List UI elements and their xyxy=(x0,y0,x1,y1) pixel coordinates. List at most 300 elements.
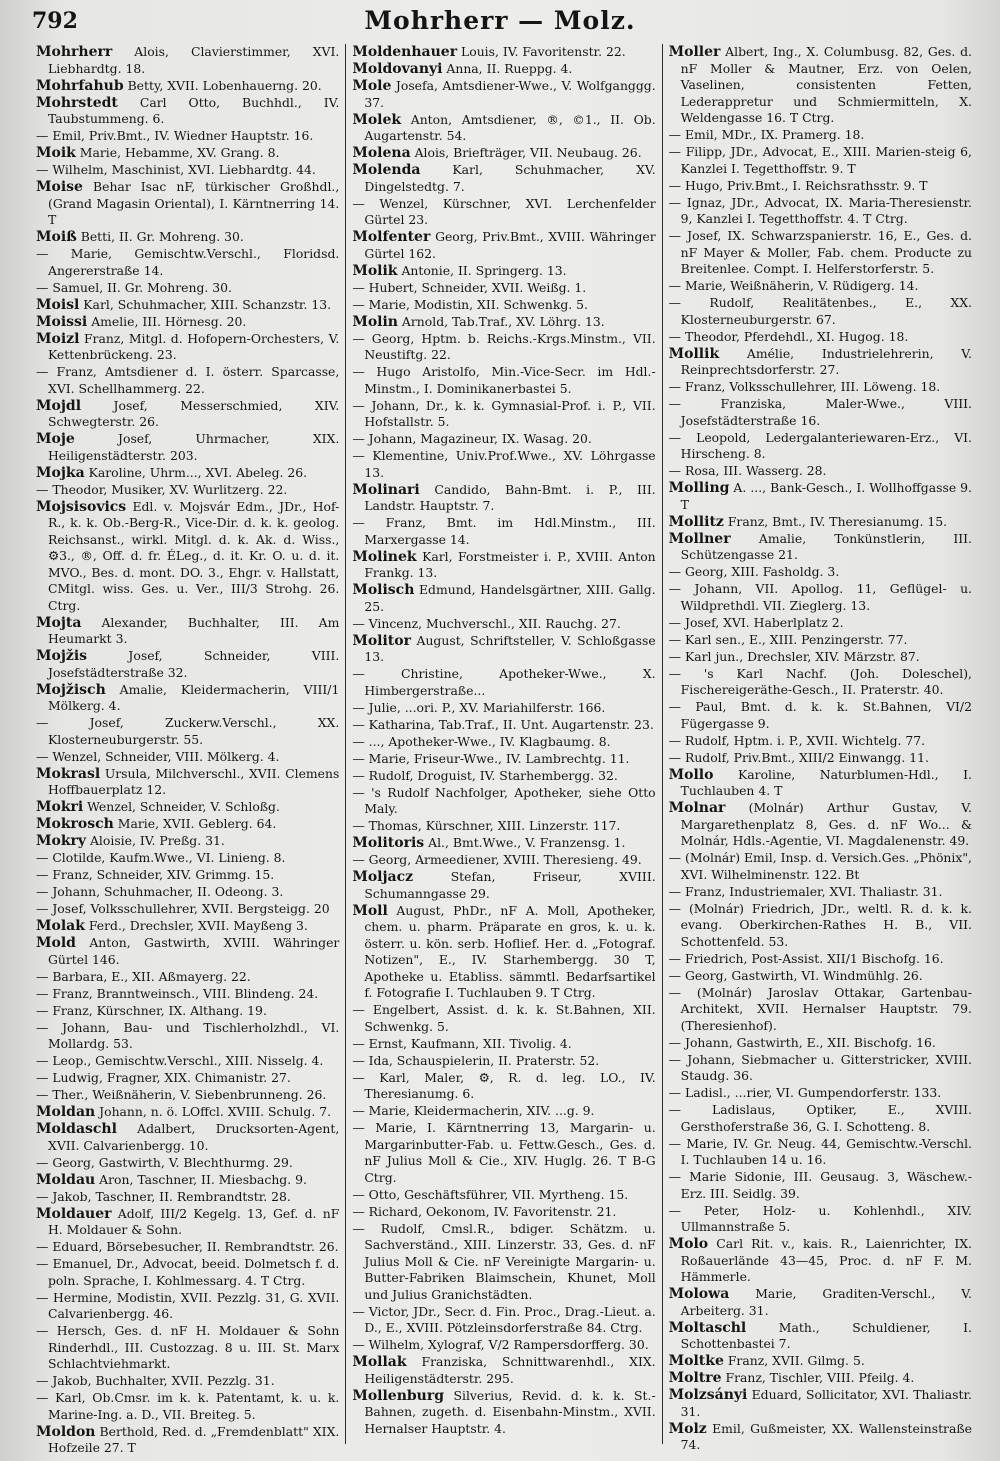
entry-surname: Moldenhauer xyxy=(352,44,458,60)
directory-entry xyxy=(669,1203,972,1236)
directory-entry xyxy=(352,1187,655,1204)
directory-entry xyxy=(36,246,339,279)
directory-entry xyxy=(669,1286,972,1319)
entry-details: — Johann, Bau- und Tischlerholzhdl., VI. Mollardg. 53. xyxy=(36,1019,340,1051)
entry-surname: Mohrstedt xyxy=(36,94,118,111)
entry-surname: Molitor xyxy=(352,632,411,649)
entry-details: Louis, IV. Favoritenstr. 22. xyxy=(457,44,626,59)
directory-entry xyxy=(352,112,655,145)
entry-details: — Leop., Gemischtw.Verschl., XIII. Nisselg. 4. xyxy=(36,1053,324,1068)
directory-entry xyxy=(36,314,339,331)
entry-details: Ferd., Drechsler, XVII. Mayßeng 3. xyxy=(84,918,308,933)
entry-surname: Molnar xyxy=(668,800,726,816)
entry-details: — Ida, Schauspielerin, II. Praterstr. 52. xyxy=(352,1052,600,1068)
entry-details: Math., Schuldiener, I. Schottenbastei 7. xyxy=(680,1319,972,1351)
directory-entry xyxy=(669,430,972,463)
directory-entry xyxy=(36,44,339,77)
entry-details: Josef, Uhrmacher, XIX. Heiligenstädterstr. 203. xyxy=(48,431,340,463)
entry-details: Georg, Priv.Bmt., XVIII. Währinger Gürtel 162. xyxy=(364,229,656,261)
entry-surname: Mohrherr xyxy=(36,44,113,60)
entry-details: — Karl jun., Drechsler, XIV. Märzstr. 87. xyxy=(668,648,920,664)
directory-entry xyxy=(352,331,655,364)
entry-details: Arnold, Tab.Traf., XV. Löhrg. 13. xyxy=(397,313,605,329)
directory-entry xyxy=(352,835,655,852)
directory-entry xyxy=(669,1102,972,1135)
entry-details: — Richard, Oekonom, IV. Favoritenstr. 21. xyxy=(352,1203,617,1219)
entry-details: Franz, Tischler, VIII. Pfeilg. 4. xyxy=(721,1370,915,1385)
entry-details: — Franz, Bmt. im Hdl.Minstm., III. Marxergasse 14. xyxy=(352,515,656,547)
directory-entry xyxy=(36,833,339,850)
directory-entry xyxy=(36,1189,339,1206)
directory-entry xyxy=(36,766,339,799)
directory-entry xyxy=(36,867,339,884)
directory-entry xyxy=(36,1323,339,1373)
directory-entry xyxy=(669,531,972,564)
entry-surname: Moldon xyxy=(36,1423,96,1440)
entry-details: — Marie, Kleidermacherin, XIV. ...g. 9. xyxy=(352,1103,595,1118)
directory-entry xyxy=(36,1239,339,1256)
entry-details: — Emil, MDr., IX. Pramerg. 18. xyxy=(668,127,865,142)
entry-details: — Marie, Friseur-Wwe., IV. Lambrechtg. 11. xyxy=(352,750,630,766)
entry-details: — Hugo Aristolfo, Min.-Vice-Secr. im Hdl.-Minstm., I. Dominikanerbastei 5. xyxy=(352,364,656,396)
directory-entry xyxy=(36,280,339,297)
directory-entry xyxy=(669,396,972,429)
entry-details: Amelie, III. Hörnesg. 20. xyxy=(87,313,247,329)
entry-surname: Molowa xyxy=(668,1286,730,1302)
directory-entry xyxy=(352,549,655,582)
entry-details: Marie, Graditen-Verschl., V. Arbeiterg. 31. xyxy=(680,1286,972,1318)
entry-details: Franziska, Schnittwarenhdl., XIX. Heiligenstädterstr. 295. xyxy=(364,1354,656,1386)
entry-details: A. ..., Bank-Gesch., I. Wollhoffgasse 9. T xyxy=(680,480,972,512)
directory-entry xyxy=(36,1070,339,1087)
directory-entry xyxy=(669,1421,972,1454)
directory-entry xyxy=(36,850,339,867)
directory-entry xyxy=(352,751,655,768)
directory-entry xyxy=(669,733,972,750)
directory-entry xyxy=(352,1103,655,1120)
directory-entry xyxy=(36,297,339,314)
directory-entry xyxy=(669,1353,972,1370)
entry-details: — Josef, Zuckerw.Verschl., XX. Klosterneuburgerstr. 55. xyxy=(36,715,340,747)
entry-details: — Christine, Apotheker-Wwe., X. Himbergerstraße... xyxy=(352,666,656,698)
entry-surname: Molin xyxy=(352,313,398,330)
entry-details: — Emanuel, Dr., Advocat, beeid. Dolmetsch f. d. poln. Sprache, I. Kohlmessarg. 4. T Ctrg. xyxy=(36,1256,340,1288)
entry-details: — Karl, Maler, ⚙, R. d. leg. LO., IV. Theresianumg. 6. xyxy=(352,1069,656,1101)
entry-details: Carl Otto, Buchhdl., IV. Taubstummeng. 6. xyxy=(48,94,340,126)
entry-surname: Mohrfahub xyxy=(36,77,124,94)
directory-entry xyxy=(352,398,655,431)
directory-entry xyxy=(669,968,972,985)
directory-entry xyxy=(352,1204,655,1221)
entry-details: — Franz, Branntweinsch., VIII. Blindeng. 24. xyxy=(36,985,319,1001)
page-number: 792 xyxy=(32,8,78,34)
entry-details: — Johann, Dr., k. k. Gymnasial-Prof. i. P., VII. Hofstallstr. 5. xyxy=(352,397,656,429)
entry-surname: Molo xyxy=(668,1236,709,1252)
entry-details: — Emil, Priv.Bmt., IV. Wiedner Hauptstr. 16. xyxy=(36,128,314,143)
directory-entry xyxy=(352,162,655,195)
entry-details: Anton, Amtsdiener, ®, ©1., II. Ob. Augartenstr. 54. xyxy=(364,111,656,143)
entry-details: Karoline, Naturblumen-Hdl., I. Tuchlauben 4. T xyxy=(680,766,972,798)
entry-surname: Mollner xyxy=(668,530,731,547)
entry-surname: Molinek xyxy=(352,548,417,565)
entry-details: — Ladislaus, Optiker, E., XVIII. Gersthoferstraße 36, G. I. Schotteng. 8. xyxy=(668,1102,972,1134)
directory-entry xyxy=(669,195,972,228)
entry-details: Alexander, Buchhalter, III. Am Heumarkt 3. xyxy=(48,614,340,646)
entry-surname: Molena xyxy=(352,145,411,161)
directory-entry xyxy=(669,1035,972,1052)
column-left xyxy=(30,44,345,1455)
directory-entry xyxy=(36,482,339,499)
directory-entry xyxy=(669,649,972,666)
entry-details: — Johann, Magazineur, IX. Wasag. 20. xyxy=(352,431,592,446)
directory-entry xyxy=(669,581,972,614)
entry-details: Edmund, Handelsgärtner, XIII. Gallg. 25. xyxy=(364,582,656,614)
entry-details: Karoline, Uhrm..., XVI. Abeleg. 26. xyxy=(84,464,308,480)
directory-entry xyxy=(669,951,972,968)
entry-details: Al., Bmt.Wwe., V. Franzensg. 1. xyxy=(424,835,626,850)
directory-entry xyxy=(669,178,972,195)
directory-entry xyxy=(36,1424,339,1457)
entry-surname: Moller xyxy=(668,44,721,60)
directory-entry xyxy=(352,768,655,785)
entry-surname: Moldauer xyxy=(36,1205,112,1222)
entry-surname: Molik xyxy=(352,262,398,279)
directory-entry xyxy=(36,398,339,431)
directory-entry xyxy=(36,331,339,364)
entry-details: Adolf, III/2 Kegelg. 13, Gef. d. nF H. Moldauer & Sohn. xyxy=(48,1205,340,1237)
entry-details: Josefa, Amtsdiener-Wwe., V. Wolfganggg. 37. xyxy=(364,78,656,110)
entry-details: — (Molnár) Jaroslav Ottakar, Gartenbau-Architekt, XVII. Hernalser Hauptstr. 79. (Theresienhof). xyxy=(668,984,972,1033)
directory-entry xyxy=(669,295,972,328)
entry-surname: Mollik xyxy=(668,345,720,362)
entry-details: Amélie, Industrielehrerin, V. Reinprechtsdorferstr. 27. xyxy=(680,345,972,377)
directory-entry xyxy=(352,700,655,717)
entry-details: — Samuel, II. Gr. Mohreng. 30. xyxy=(36,279,232,295)
entry-surname: Mojdl xyxy=(36,397,82,414)
entry-details: Anna, II. Rueppg. 4. xyxy=(442,61,573,76)
directory-entry xyxy=(36,179,339,229)
entry-details: — Hugo, Priv.Bmt., I. Reichsrathsstr. 9. T xyxy=(668,177,928,193)
directory-entry xyxy=(36,816,339,833)
entry-surname: Molzsányi xyxy=(668,1387,748,1403)
entry-details: — Georg, Hptm. b. Reichs.-Krgs.Minstm., VII. Neustiftg. 22. xyxy=(352,330,656,362)
entry-surname: Moll xyxy=(352,902,388,919)
entry-surname: Mollak xyxy=(352,1354,407,1370)
entry-details: — Rudolf, Droguist, IV. Starhembergg. 32. xyxy=(352,767,618,783)
entry-details: — Thomas, Kürschner, XIII. Linzerstr. 117. xyxy=(352,818,621,833)
entry-surname: Mokri xyxy=(36,799,84,815)
directory-entry xyxy=(352,229,655,262)
directory-entry xyxy=(669,767,972,800)
entry-details: — Otto, Geschäftsführer, VII. Myrtheng. 15. xyxy=(352,1186,629,1202)
entry-details: Marie, Hebamme, XV. Grang. 8. xyxy=(75,145,280,160)
entry-surname: Molisch xyxy=(352,582,415,598)
directory-entry xyxy=(36,1087,339,1104)
entry-details: Aron, Taschner, II. Miesbachg. 9. xyxy=(95,1171,307,1187)
entry-details: — Theodor, Musiker, XV. Wurlitzerg. 22. xyxy=(36,481,288,497)
entry-details: Alois, Clavierstimmer, XVI. Liebhardtg. 18. xyxy=(48,44,340,76)
directory-entry xyxy=(36,78,339,95)
directory-entry xyxy=(36,682,339,715)
entry-details: — Klementine, Univ.Prof.Wwe., XV. Löhrgasse 13. xyxy=(352,448,656,480)
entry-details: — Hermine, Modistin, XVII. Pezzlg. 31, G. XVII. Calvarienbergg. 46. xyxy=(36,1289,340,1321)
entry-details: — Friedrich, Post-Assist. XII/1 Bischofg. 16. xyxy=(668,950,944,966)
directory-entry xyxy=(669,1136,972,1169)
directory-entry xyxy=(352,196,655,229)
entry-details: Marie, XVII. Geblerg. 64. xyxy=(113,816,277,831)
entry-details: — Georg, Gastwirth, VI. Windmühlg. 26. xyxy=(668,967,923,983)
directory-entry xyxy=(36,1104,339,1121)
entry-details: — Ludwig, Fragner, XIX. Chimanistr. 27. xyxy=(36,1070,291,1085)
entry-details: — Ther., Weißnäherin, V. Siebenbrunneng. 26. xyxy=(36,1087,327,1102)
directory-entry xyxy=(36,229,339,246)
entry-details: — Paul, Bmt. d. k. k. St.Bahnen, VI/2 Fügergasse 9. xyxy=(668,699,972,731)
directory-entry xyxy=(669,666,972,699)
directory-entry xyxy=(352,280,655,297)
entry-details: — Franz, Kürschner, IX. Althang. 19. xyxy=(36,1002,267,1018)
entry-details: — (Molnár) Emil, Insp. d. Versich.Ges. „Phönix", XVI. Wilhelminenstr. 122. Bt xyxy=(668,850,972,882)
entry-details: — Johann, Schuhmacher, II. Odeong. 3. xyxy=(36,884,284,899)
directory-entry xyxy=(36,431,339,464)
entry-surname: Mojsisovics xyxy=(36,498,127,515)
directory-entry xyxy=(669,278,972,295)
directory-entry xyxy=(352,717,655,734)
entry-details: — Franz, Volksschullehrer, III. Löweng. 18. xyxy=(668,379,941,394)
directory-entry xyxy=(352,482,655,515)
directory-entry xyxy=(352,734,655,751)
page-header xyxy=(0,0,1000,40)
entry-details: Silverius, Revid. d. k. k. St.-Bahnen, zugeth. d. Eisenbahn-Minstm., XVII. Hernalser Hauptstr. 4. xyxy=(364,1387,656,1436)
directory-entry xyxy=(669,800,972,850)
entry-surname: Moljacz xyxy=(352,869,414,885)
directory-entry xyxy=(352,582,655,615)
entry-details: Franz, XVII. Gilmg. 5. xyxy=(723,1353,865,1368)
directory-entry xyxy=(669,346,972,379)
entry-details: Betti, II. Gr. Mohreng. 30. xyxy=(76,229,244,244)
entry-details: — Peter, Holz- u. Kohlenhdl., XIV. Ullmannstraße 5. xyxy=(668,1202,972,1234)
directory-entry xyxy=(36,1373,339,1390)
entry-details: — Georg, Armeediener, XVIII. Theresieng. 49. xyxy=(352,852,642,867)
entry-details: — Rudolf, Priv.Bmt., XIII/2 Einwangg. 11. xyxy=(668,749,929,765)
entry-surname: Molling xyxy=(668,480,730,496)
entry-details: — Georg, Gastwirth, V. Blechthurmg. 29. xyxy=(36,1154,293,1170)
directory-entry xyxy=(352,364,655,397)
directory-entry xyxy=(36,1290,339,1323)
entry-surname: Mojžis xyxy=(36,648,88,664)
directory-entry xyxy=(669,884,972,901)
directory-entry xyxy=(352,1304,655,1337)
entry-details: — Josef, Volksschullehrer, XVII. Bergsteigg. 20 xyxy=(36,901,330,916)
directory-entry xyxy=(36,1390,339,1423)
directory-entry xyxy=(669,127,972,144)
entry-details: Franz, Bmt., IV. Theresianumg. 15. xyxy=(723,513,948,529)
directory-entry xyxy=(36,128,339,145)
directory-entry xyxy=(669,564,972,581)
entry-details: Behar Isac nF, türkischer Großhdl., (Grand Magasin Oriental), I. Kärntnerring 14. T xyxy=(48,179,340,227)
entry-details: Carl Rit. v., kais. R., Laienrichter, IX. Roßauerlände 43—45, Proc. d. nF F. M. Hämmerle. xyxy=(680,1236,972,1284)
directory-entry xyxy=(669,1085,972,1102)
entry-details: — Wilhelm, Xylograf, V/2 Rampersdorfferg. 30. xyxy=(352,1337,649,1352)
entry-details: — Engelbert, Assist. d. k. k. St.Bahnen, XII. Schwenkg. 5. xyxy=(352,1002,656,1034)
directory-entry xyxy=(669,699,972,732)
entry-details: — Karl sen., E., XIII. Penzingerstr. 77. xyxy=(668,631,908,647)
directory-entry xyxy=(36,364,339,397)
directory-entry xyxy=(352,1388,655,1438)
entry-details: Edl. v. Mojsvár Edm., JDr., Hof-R., k. k. Ob.-Berg-R., Vice-Dir. d. k. k. geolog. Reichsanst., wirkl. Mitgl. d. k. Ak. d. Wiss., ⚙3., ®, Off. d. fr. ÉLeg., d. it. Kr. O. u. d. it. MVO., Bes. d. mont. DO. 3., Ehgr. v. Hallstatt, CMitgl. wiss. Ges. u. Ver., III/3 Strohg. 26. Ctrg. xyxy=(48,498,340,613)
running-head: Mohrherr — Molz. xyxy=(364,6,636,35)
directory-entry xyxy=(669,144,972,177)
directory-entry xyxy=(36,465,339,482)
column-middle xyxy=(345,44,661,1444)
entry-details: — Katharina, Tab.Traf., II. Unt. Augartenstr. 23. xyxy=(352,716,654,732)
directory-entry xyxy=(669,329,972,346)
entry-details: — Rosa, III. Wasserg. 28. xyxy=(668,463,827,478)
entry-surname: Moldovanyi xyxy=(352,61,443,77)
column-right xyxy=(662,44,978,1452)
directory-entry xyxy=(36,969,339,986)
directory-entry xyxy=(352,633,655,666)
entry-details: Emil, Gußmeister, XX. Wallensteinstraße 74. xyxy=(680,1420,972,1452)
entry-details: — Rudolf, Realitätenbes., E., XX. Klosterneuburgerstr. 67. xyxy=(668,295,972,327)
entry-details: — Marie, IV. Gr. Neug. 44, Gemischtw.-Verschl. I. Tuchlauben 14 u. 16. xyxy=(668,1135,972,1167)
entry-details: — Ernst, Kaufmann, XII. Tivolig. 4. xyxy=(352,1035,572,1051)
directory-entry xyxy=(36,749,339,766)
entry-surname: Mollenburg xyxy=(352,1387,445,1404)
entry-surname: Moise xyxy=(36,179,83,195)
entry-details: — Hubert, Schneider, XVII. Weißg. 1. xyxy=(352,279,587,295)
entry-surname: Mojka xyxy=(36,464,85,481)
entry-details: Eduard, Sollicitator, XVI. Thaliastr. 31. xyxy=(680,1387,972,1419)
entry-surname: Mokry xyxy=(36,833,87,849)
entry-details: — Franziska, Maler-Wwe., VIII. Josefstädterstraße 16. xyxy=(668,396,972,428)
entry-details: — Franz, Amtsdiener d. I. österr. Sparcasse, XVI. Schellhammerg. 22. xyxy=(36,364,340,396)
directory-entry xyxy=(352,1221,655,1304)
entry-details: — Georg, XIII. Fasholdg. 3. xyxy=(668,564,840,579)
entry-surname: Moltre xyxy=(668,1370,722,1386)
entry-details: Adalbert, Drucksorten-Agent, XVII. Calvarienbergg. 10. xyxy=(48,1121,340,1153)
entry-details: — Vincenz, Muchverschl., XII. Rauchg. 27. xyxy=(352,615,621,631)
entry-details: August, Schriftsteller, V. Schloßgasse 13. xyxy=(364,632,656,664)
entry-details: (Molnár) Arthur Gustav, V. Margarethenplatz 8, Ges. d. nF Wo... & Molnár, Hdls.-Agentie, VI. Magdalenenstr. 49. xyxy=(680,800,972,848)
entry-surname: Molz xyxy=(668,1420,707,1437)
directory-entry xyxy=(669,1052,972,1085)
directory-entry xyxy=(669,985,972,1035)
directory-entry xyxy=(36,1020,339,1053)
entry-details: Antonie, II. Springerg. 13. xyxy=(397,262,567,278)
entry-details: Albert, Ing., X. Columbusg. 82, Ges. d. nF Moller & Mautner, Erz. von Oelen, Vaselinen, consistenten Fetten, Lederappretur und Schmiermitteln, X. Weldengasse 16. T Ctrg. xyxy=(680,44,972,125)
entry-surname: Molfenter xyxy=(352,229,431,245)
entry-details: — Victor, JDr., Secr. d. Fin. Proc., Drag.-Lieut. a. D., E., XVIII. Pötzleinsdorferstraße 84. Ctrg. xyxy=(352,1303,656,1335)
entry-details: Candido, Bahn-Bmt. i. P., III. Landstr. Hauptstr. 7. xyxy=(364,481,656,513)
entry-details: — Jakob, Buchhalter, XVII. Pezzlg. 31. xyxy=(36,1373,275,1388)
entry-details: — Julie, ...ori. P., XV. Mariahilferstr. 166. xyxy=(352,699,606,715)
entry-surname: Moltaschl xyxy=(668,1319,747,1336)
directory-entry xyxy=(352,869,655,902)
entry-details: — Marie, I. Kärntnerring 13, Margarin- u. Margarinbutter-Fab. u. Fettw.Gesch., Ges. d. nF Julius Moll & Cie., XIV. Huglg. 26. T B-G Ctrg. xyxy=(352,1120,656,1185)
entry-details: — Wilhelm, Maschinist, XVI. Liebhardtg. 44. xyxy=(36,162,316,177)
entry-details: — Rudolf, Cmsl.R., bdiger. Schätzm. u. Sachverständ., XIII. Linzerstr. 33, Ges. d. nF Julius Moll & Cie. nF Vereinigte Margarin- u. Butter-Fabriken Blaimschein, Khunet, Moll und Julius Granichstädten. xyxy=(352,1220,656,1302)
directory-entry xyxy=(36,1206,339,1239)
entry-details: — Franz, Schneider, XIV. Grimmg. 15. xyxy=(36,867,275,882)
entry-details: Berthold, Red. d. „Fremdenblatt" XIX. Hofzeile 27. T xyxy=(48,1423,340,1455)
directory-entry xyxy=(36,799,339,816)
entry-details: — Marie Sidonie, III. Geusaug. 3, Wäschew.-Erz. III. Seidlg. 39. xyxy=(668,1169,972,1201)
directory-entry xyxy=(352,852,655,869)
entry-details: Wenzel, Schneider, V. Schloßg. xyxy=(83,799,280,814)
entry-surname: Moldan xyxy=(36,1104,96,1120)
entry-surname: Molak xyxy=(36,918,85,934)
directory-entry xyxy=(36,1053,339,1070)
directory-entry xyxy=(36,884,339,901)
entry-details: Amalie, Kleidermacherin, VIII/1 Mölkerg. 4. xyxy=(48,681,340,713)
directory-entry xyxy=(352,44,655,61)
entry-details: Karl, Schuhmacher, XV. Dingelstedtg. 7. xyxy=(364,162,656,194)
entry-details: — Hersch, Ges. d. nF H. Moldauer & Sohn Rinderhdl., III. Custozzag. 8 u. III. St. Marx Schlachtviehmarkt. xyxy=(36,1323,340,1371)
entry-details: — Clotilde, Kaufm.Wwe., VI. Linieng. 8. xyxy=(36,850,286,865)
directory-entry xyxy=(352,818,655,835)
directory-entry xyxy=(669,228,972,278)
entry-details: Anton, Gastwirth, XVIII. Währinger Gürtel 146. xyxy=(48,935,340,967)
entry-details: Franz, Mitgl. d. Hofopern-Orchesters, V. Kettenbrückeng. 23. xyxy=(48,330,340,362)
entry-details: — Wenzel, Kürschner, XVI. Lerchenfelder Gürtel 23. xyxy=(352,195,656,227)
entry-details: Alois, Briefträger, VII. Neubaug. 26. xyxy=(410,145,642,160)
entry-surname: Moldaschl xyxy=(36,1121,117,1137)
directory-entry xyxy=(352,1120,655,1186)
directory-entry xyxy=(36,1155,339,1172)
directory-entry xyxy=(36,615,339,648)
directory-entry xyxy=(36,145,339,162)
directory-entry xyxy=(669,44,972,127)
directory-entry xyxy=(36,986,339,1003)
entry-surname: Mojžisch xyxy=(36,681,106,698)
entry-surname: Mollitz xyxy=(668,513,724,530)
entry-details: — (Molnár) Friedrich, JDr., weltl. R. d. k. k. evang. Oberkirchen-Rathes H. B., VII. Schottenfeld. 53. xyxy=(668,900,972,949)
entry-surname: Molitoris xyxy=(352,835,425,851)
directory-entry xyxy=(352,666,655,699)
entry-details: Josef, Messerschmied, XIV. Schwegterstr. 26. xyxy=(48,397,340,429)
directory-entry xyxy=(36,715,339,748)
directory-entry xyxy=(36,1121,339,1154)
entry-details: — ..., Apotheker-Wwe., IV. Klagbaumg. 8. xyxy=(352,733,611,749)
entry-details: — Ignaz, JDr., Advocat, IX. Maria-Theresienstr. 9, Kanzlei I. Tegetthoffstr. 4. T Ctrg. xyxy=(668,194,972,226)
entry-details: — Josef, IX. Schwarzspanierstr. 16, E., Ges. d. nF Mayer & Moller, Fab. chem. Producte zu Breitenlee. Compt. I. Helferstorferstr. 5. xyxy=(668,228,972,276)
entry-surname: Mojta xyxy=(36,614,82,631)
directory-entry xyxy=(36,162,339,179)
directory-entry xyxy=(352,1053,655,1070)
entry-details: August, PhDr., nF A. Moll, Apotheker, chem. u. pharm. Präparate en gros, k. u. k. österr. u. kön. serb. Hoflief. Her. d. „Fotograf. Notizen", E., IV. Starhembergg. 30 T, Apotheke u. Etabliss. sämmtl. Bedarfsartikel f. Fotografie I. Tuchlauben 9. T Ctrg. xyxy=(364,902,656,1000)
directory-entry xyxy=(352,1070,655,1103)
directory-entry xyxy=(352,1354,655,1387)
directory-entry xyxy=(669,750,972,767)
directory-entry xyxy=(352,1036,655,1053)
directory-entry xyxy=(352,431,655,448)
directory-entry xyxy=(352,903,655,1002)
entry-surname: Moje xyxy=(36,431,75,447)
entry-details: — Marie, Gemischtw.Verschl., Floridsd. Angererstraße 14. xyxy=(36,246,340,278)
entry-surname: Mole xyxy=(352,78,392,94)
directory-entry xyxy=(36,1256,339,1289)
directory-entry xyxy=(352,263,655,280)
entry-surname: Moissi xyxy=(36,313,88,330)
directory-entry xyxy=(669,1387,972,1420)
entry-surname: Moldau xyxy=(36,1171,96,1188)
entry-details: — Filipp, JDr., Advocat, E., XIII. Marien-steig 6, Kanzlei I. Tegetthoffstr. 9. T xyxy=(668,144,972,176)
entry-details: — Rudolf, Hptm. i. P., XVII. Wichtelg. 77. xyxy=(668,732,926,748)
entry-surname: Molek xyxy=(352,111,402,128)
entry-details: Ursula, Milchverschl., XVII. Clemens Hoffbauerplatz 12. xyxy=(48,765,340,797)
entry-details: — Ladisl., ...rier, VI. Gumpendorferstr. 133. xyxy=(668,1085,942,1100)
directory-entry xyxy=(352,145,655,162)
